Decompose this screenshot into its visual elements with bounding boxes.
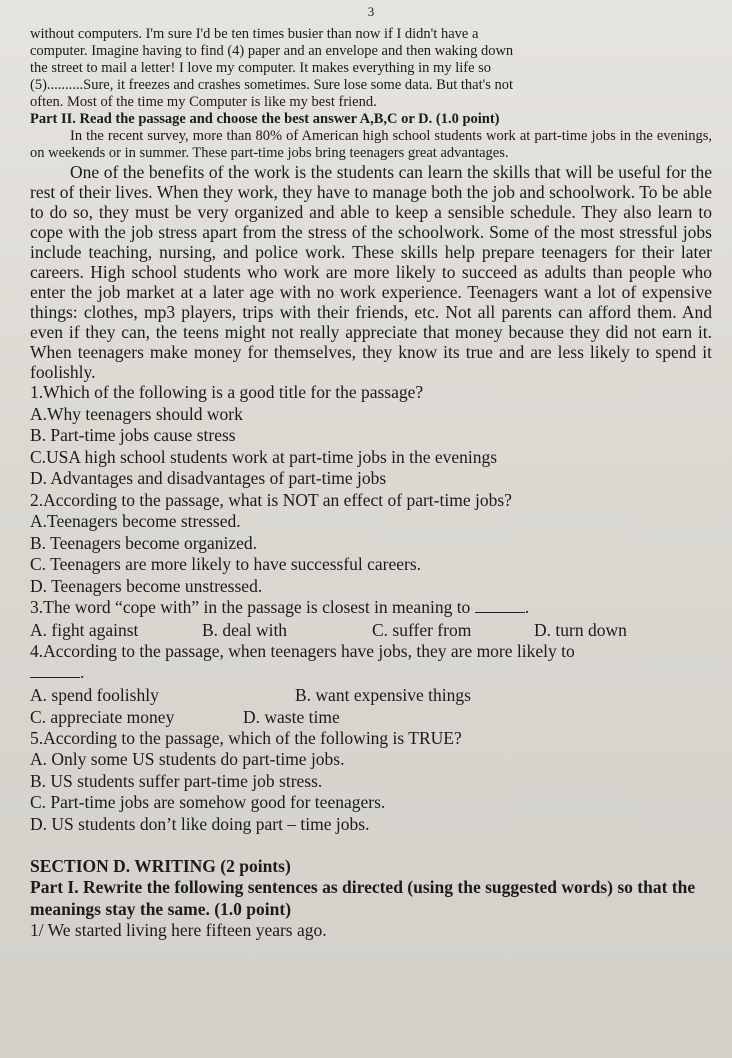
part2-heading: Part II. Read the passage and choose the best answer A,B,C or D. (1.0 point) <box>30 111 500 127</box>
writing-item-1: 1/ We started living here fifteen years ago. <box>30 920 327 940</box>
option-b[interactable]: B. Teenagers become organized. <box>30 532 257 553</box>
writing-part1-heading: Part I. Rewrite the following sentences as directed (using the suggested words) so that the meanings stay the same. (1.0 point) <box>30 877 696 919</box>
option-a[interactable]: A. Only some US students do part-time jobs. <box>30 749 345 769</box>
option-c[interactable]: C. Teenagers are more likely to have successful careers. <box>30 554 422 574</box>
option-a[interactable]: A. spend foolishly <box>30 684 159 705</box>
section-heading: SECTION D. WRITING (2 points) <box>30 856 291 876</box>
text-line: without computers. I'm sure I'd be ten times busier than now if I didn't have a <box>30 26 479 42</box>
option-c[interactable]: C.USA high school students work at part-time jobs in the evenings <box>30 446 498 467</box>
text-line: (5)..........Sure, it freezes and crashes sometimes. Sure lose some data. But that's not <box>30 77 514 93</box>
option-a[interactable]: A. fight against <box>30 619 139 640</box>
option-d[interactable]: D. Advantages and disadvantages of part-time jobs <box>30 468 387 488</box>
option-c[interactable]: C. appreciate money <box>30 706 175 727</box>
question-1 <box>30 382 712 490</box>
option-b[interactable]: B. want expensive things <box>295 684 471 705</box>
question-2 <box>30 490 712 598</box>
part1-passage-tail <box>30 26 712 111</box>
stem-end: . <box>524 597 530 617</box>
stem-end: . <box>80 662 85 682</box>
option-c[interactable]: C. Part-time jobs are somehow good for teenagers. <box>30 792 386 812</box>
text-line: computer. Imagine having to find (4) paper and an envelope and then waking down <box>30 43 514 59</box>
question-4 <box>30 641 712 728</box>
answer-blank[interactable] <box>30 677 80 678</box>
option-a[interactable]: A.Teenagers become stressed. <box>30 511 241 531</box>
option-c[interactable]: C. suffer from <box>372 619 472 640</box>
question-3 <box>30 597 712 641</box>
option-d[interactable]: D. waste time <box>243 706 340 727</box>
option-b[interactable]: B. Part-time jobs cause stress <box>30 425 236 445</box>
text-line: often. Most of the time my Computer is like my best friend. <box>30 94 377 110</box>
answer-blank[interactable] <box>475 612 525 613</box>
text-line: the street to mail a letter! I love my computer. It makes everything in my life so <box>30 60 492 76</box>
passage-paragraph-2: One of the benefits of the work is the students can learn the skills that will be useful for the rest of their lives. When they work, they have to manage both the job and schoolwork. To be able to do so, they must be very organized and able to keep a sensible schedule. They also learn to cope with the job stress apart from the stress of the schoolwork. Some of the most stressful jobs include teaching, nursing, and police work. These skills help prepare teenagers for their later careers. High school students who work are more likely to succeed as adults than people who enter the job market at a later age with no work experience. Teenagers want a lot of expensive things: clothes, mp3 players, trips with their friends, etc. Not all parents can afford them. And even if they can, the teens might not really appreciate that money because they did not earn it. When teenagers make money for themselves, they know its true and are less likely to spend it foolishly. <box>30 162 712 382</box>
option-d[interactable]: D. Teenagers become unstressed. <box>30 575 263 596</box>
question-stem: 5.According to the passage, which of the following is TRUE? <box>30 727 462 748</box>
option-b[interactable]: B. US students suffer part-time job stress. <box>30 770 323 791</box>
page-number: 3 <box>367 4 375 19</box>
passage-paragraph-1: In the recent survey, more than 80% of American high school students work at part-time jobs in the evenings, on weekends or in summer. These part-time jobs bring teenagers great advantages. <box>30 128 712 161</box>
question-5 <box>30 728 712 836</box>
option-d[interactable]: D. turn down <box>534 619 627 640</box>
option-d[interactable]: D. US students don’t like doing part – time jobs. <box>30 813 370 834</box>
option-b[interactable]: B. deal with <box>202 619 288 640</box>
option-a[interactable]: A.Why teenagers should work <box>30 403 243 424</box>
question-stem: 2.According to the passage, what is NOT an effect of part-time jobs? <box>30 489 512 510</box>
question-stem: 3.The word “cope with” in the passage is closest in meaning to <box>30 597 471 617</box>
question-stem: 4.According to the passage, when teenagers have jobs, they are more likely to <box>30 640 575 661</box>
question-stem: 1.Which of the following is a good title for the passage? <box>30 382 424 402</box>
